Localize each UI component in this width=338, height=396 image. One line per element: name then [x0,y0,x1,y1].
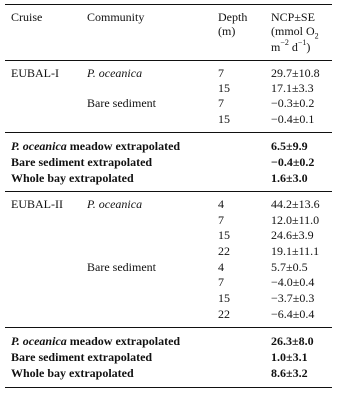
summary-value: 26.3±8.0 [271,334,314,348]
summary-label: P. oceanica meadow extrapolated [11,334,181,348]
header-rule [5,60,332,61]
summary-label: Whole bay extrapolated [11,366,134,380]
section-rule [5,327,332,328]
depth-value: 4 [218,197,224,211]
summary-value: 6.5±9.9 [271,139,308,153]
depth-value: 22 [218,244,230,258]
summary-value: 1.0±3.1 [271,350,308,364]
ncp-value: 12.0±11.0 [271,213,320,227]
section-rule [5,191,332,192]
depth-value: 4 [218,260,224,274]
summary-label: Whole bay extrapolated [11,171,134,185]
header-ncp-line2: (mmol $O_2$ [271,24,319,41]
ncp-value: 29.7±10.8 [271,66,320,80]
depth-value: 15 [218,228,230,242]
bottom-rule [5,387,332,388]
summary-value: 8.6±3.2 [271,366,308,380]
depth-value: 7 [218,275,224,289]
summary-value: 1.6±3.0 [271,171,308,185]
header-ncp-line3: $m^{-2}$ $d^{-1}$) [271,38,311,54]
depth-value: 7 [218,96,224,110]
summary-label: P. oceanica meadow extrapolated [11,139,181,153]
header-ncp [271,10,319,54]
ncp-value: −0.3±0.2 [271,96,315,110]
depth-value: 7 [218,213,224,227]
ncp-value: 44.2±13.6 [271,197,320,211]
depth-value: 15 [218,291,230,305]
cruise-label: EUBAL-II [11,197,63,211]
depth-value: 15 [218,112,230,126]
header-depth-line1: Depth [218,10,248,24]
community-label: P. oceanica [87,66,143,80]
ncp-value: −4.0±0.4 [271,275,315,289]
summary-label: Bare sediment extrapolated [11,155,153,169]
ncp-value: −0.4±0.1 [271,112,315,126]
community-label: P. oceanica [87,197,143,211]
ncp-value: 5.7±0.5 [271,260,308,274]
ncp-value: 17.1±3.3 [271,81,314,95]
ncp-value: 24.6±3.9 [271,228,314,242]
header-depth [218,10,247,38]
ncp-value: −6.4±0.4 [271,307,315,321]
ncp-value: 19.1±11.1 [271,244,320,258]
depth-value: 22 [218,307,230,321]
cruise-label: EUBAL-I [11,66,59,80]
summary-label: Bare sediment extrapolated [11,350,153,364]
header-cruise: Cruise [11,10,43,24]
depth-value: 7 [218,66,224,80]
header-depth-line2: (m) [218,24,236,38]
section-rule [5,132,332,133]
header-community: Community [87,10,145,24]
header-ncp-line1: NCP±SE [271,10,315,24]
community-label: Bare sediment [87,96,156,110]
top-rule [5,4,332,5]
summary-value: −0.4±0.2 [271,155,315,169]
ncp-value: −3.7±0.3 [271,291,315,305]
community-label: Bare sediment [87,260,156,274]
depth-value: 15 [218,81,230,95]
